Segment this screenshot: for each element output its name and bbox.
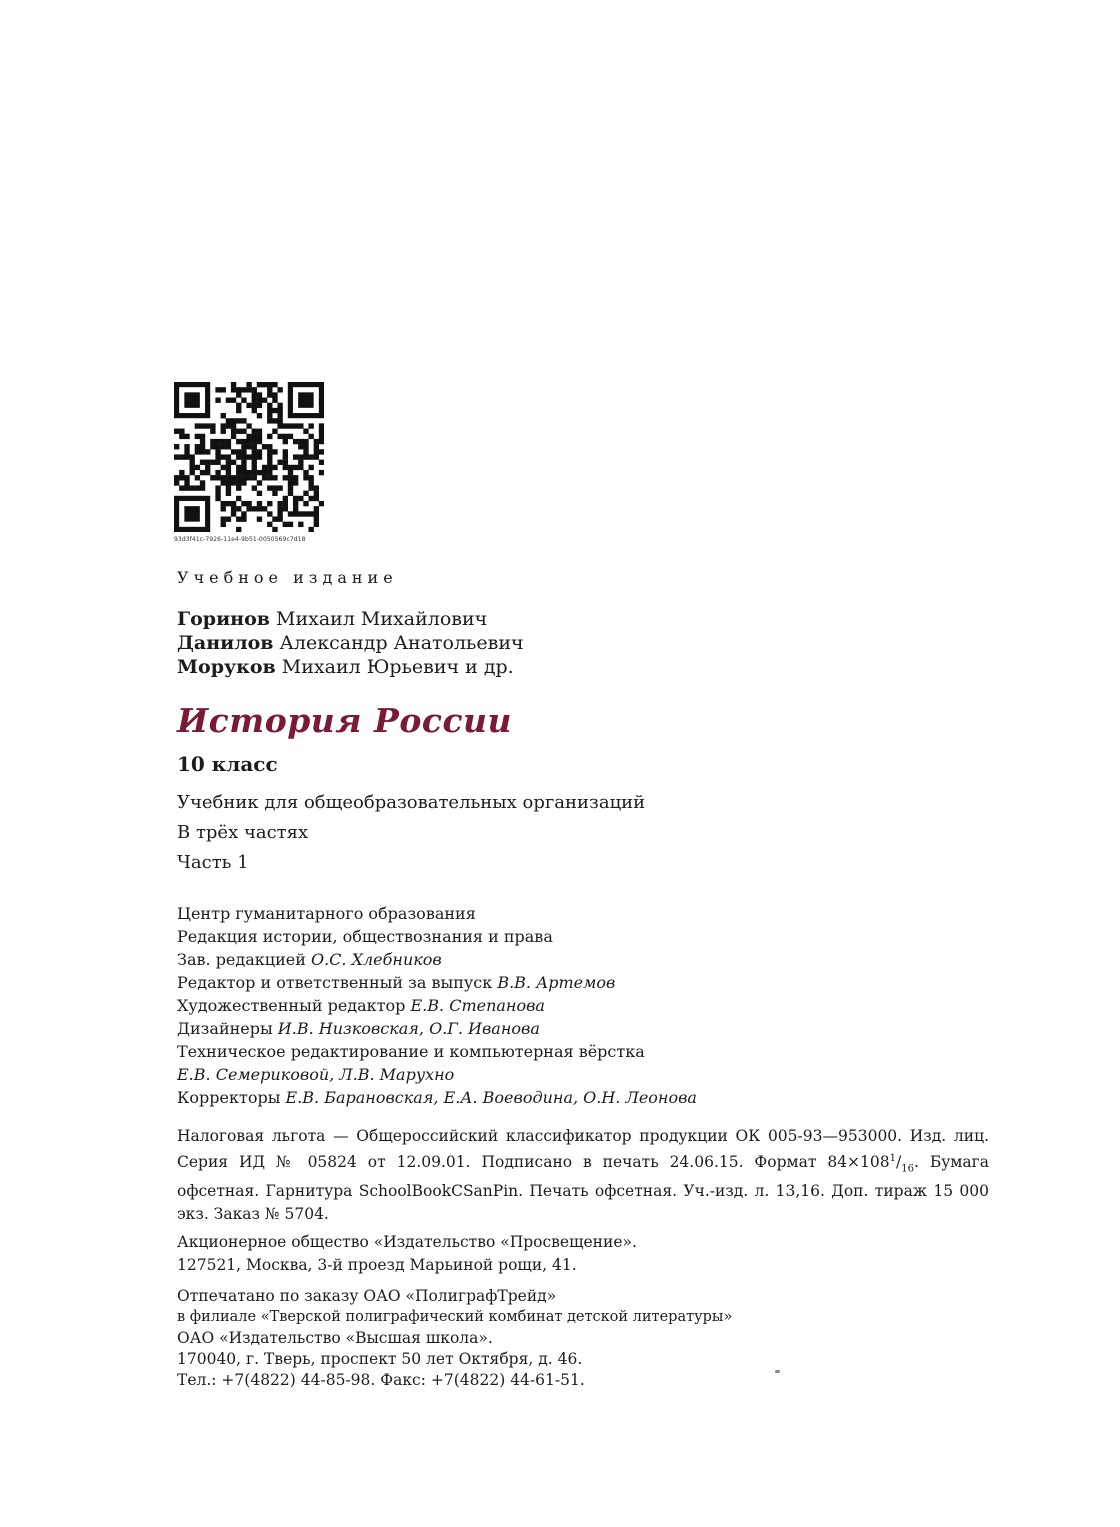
author-name: Александр Анатольевич bbox=[279, 632, 524, 654]
subtitle-line: Часть 1 bbox=[177, 852, 249, 873]
credit-person: О.С. Хлебников bbox=[310, 950, 442, 969]
credits-list bbox=[177, 902, 1007, 1109]
credit-line bbox=[177, 994, 1007, 1017]
credit-person: В.В. Артемов bbox=[497, 973, 616, 992]
qr-code-icon bbox=[174, 382, 324, 532]
subtitle-line: Учебник для общеобразовательных организаций bbox=[177, 792, 646, 813]
credit-line bbox=[177, 1063, 1007, 1086]
author-line bbox=[177, 607, 1007, 631]
subtitle-line: В трёх частях bbox=[177, 822, 309, 843]
author-line bbox=[177, 631, 1007, 655]
credit-role: Художественный редактор bbox=[177, 996, 411, 1015]
credit-person: Е.В. Степанова bbox=[410, 996, 545, 1015]
printer-line: Тел.: +7(4822) 44-85-98. Факс: +7(4822) 44-61-51. bbox=[177, 1371, 585, 1390]
printer-line: 170040, г. Тверь, проспект 50 лет Октября, д. 46. bbox=[177, 1350, 583, 1369]
publisher-block bbox=[177, 1231, 1007, 1276]
credit-line bbox=[177, 902, 1007, 925]
author-surname: Моруков bbox=[177, 656, 276, 678]
credit-line bbox=[177, 948, 1007, 971]
credit-line bbox=[177, 971, 1007, 994]
qr-code-block bbox=[174, 382, 324, 543]
credit-person: Е.В. Барановская, Е.А. Воеводина, О.Н. Леонова bbox=[285, 1088, 697, 1107]
printer-block bbox=[177, 1286, 1007, 1391]
imprint-paragraph: Налоговая льгота — Общероссийский классификатор продукции ОК 005-93—953000. Изд. лиц. Серия ИД № 05824 от 12.09.01. Подписано в печать 24.06.15. Формат $84\times 108^1/_{16}$. Бумага офсетная. Гарнитура SchoolBookCSanPin. Печать офсетная. Уч.-изд. л. 13,16. Доп. тираж 15 000 экз. Заказ № 5704. bbox=[177, 1127, 989, 1223]
qr-finder-pattern bbox=[174, 382, 210, 418]
credit-role: Зав. редакцией bbox=[177, 950, 311, 969]
format-fraction-denominator: 16 bbox=[901, 1162, 914, 1174]
imprint-text-1: Налоговая льгота — Общероссийский классификатор продукции ОК 005-93—953000. Изд. лиц. Серия ИД № 05824 от 12.09.01. Подписано в печать 24.06.15. Формат 84×108 bbox=[177, 1127, 989, 1171]
credit-role: Техническое редактирование и компьютерная вёрстка bbox=[177, 1042, 645, 1061]
edition-type: Учебное издание bbox=[177, 568, 398, 587]
credit-role: Дизайнеры bbox=[177, 1019, 278, 1038]
printer-line: ОАО «Издательство «Высшая школа». bbox=[177, 1329, 493, 1348]
printer-line: Отпечатано по заказу ОАО «ПолиграфТрейд» bbox=[177, 1287, 557, 1306]
credit-line bbox=[177, 1040, 1007, 1063]
qr-finder-pattern bbox=[174, 496, 210, 532]
publisher-line: Акционерное общество «Издательство «Просвещение». bbox=[177, 1233, 637, 1252]
qr-caption: 93d3f41c-7926-11e4-9b51-0050569c7d18 bbox=[174, 536, 306, 543]
author-surname: Горинов bbox=[177, 608, 270, 630]
credit-role: Центр гуманитарного образования bbox=[177, 904, 476, 923]
credit-role: Редакция истории, обществознания и права bbox=[177, 927, 553, 946]
credit-line bbox=[177, 1086, 1007, 1109]
credit-role: Корректоры bbox=[177, 1088, 286, 1107]
publisher-line: 127521, Москва, 3-й проезд Марьиной рощи, 41. bbox=[177, 1255, 577, 1274]
credit-line bbox=[177, 925, 1007, 948]
author-line bbox=[177, 655, 1007, 679]
authors-list bbox=[177, 607, 1007, 679]
author-surname: Данилов bbox=[177, 632, 274, 654]
scan-speck bbox=[775, 1370, 780, 1373]
credit-person: И.В. Низковская, О.Г. Иванова bbox=[277, 1019, 540, 1038]
author-name: Михаил Юрьевич и др. bbox=[281, 656, 514, 678]
qr-finder-pattern bbox=[288, 382, 324, 418]
credit-line bbox=[177, 1017, 1007, 1040]
credit-role: Редактор и ответственный за выпуск bbox=[177, 973, 498, 992]
book-title: История России bbox=[177, 701, 513, 740]
author-name: Михаил Михайлович bbox=[276, 608, 488, 630]
grade-label: 10 класс bbox=[177, 752, 278, 776]
credit-person: Е.В. Семериковой, Л.В. Марухно bbox=[177, 1065, 455, 1084]
imprint-text-2: . Бумага офсетная. Гарнитура SchoolBookCSanPin. Печать офсетная. Уч.-изд. л. 13,16. Доп. тираж 15 000 экз. Заказ № 5704. bbox=[177, 1152, 989, 1223]
format-fraction-numerator: 1 bbox=[889, 1152, 897, 1164]
printer-line: в филиале «Тверской полиграфический комбинат детской литературы» bbox=[177, 1309, 733, 1326]
main-content bbox=[177, 568, 1007, 1391]
imprint-details bbox=[177, 1125, 989, 1225]
